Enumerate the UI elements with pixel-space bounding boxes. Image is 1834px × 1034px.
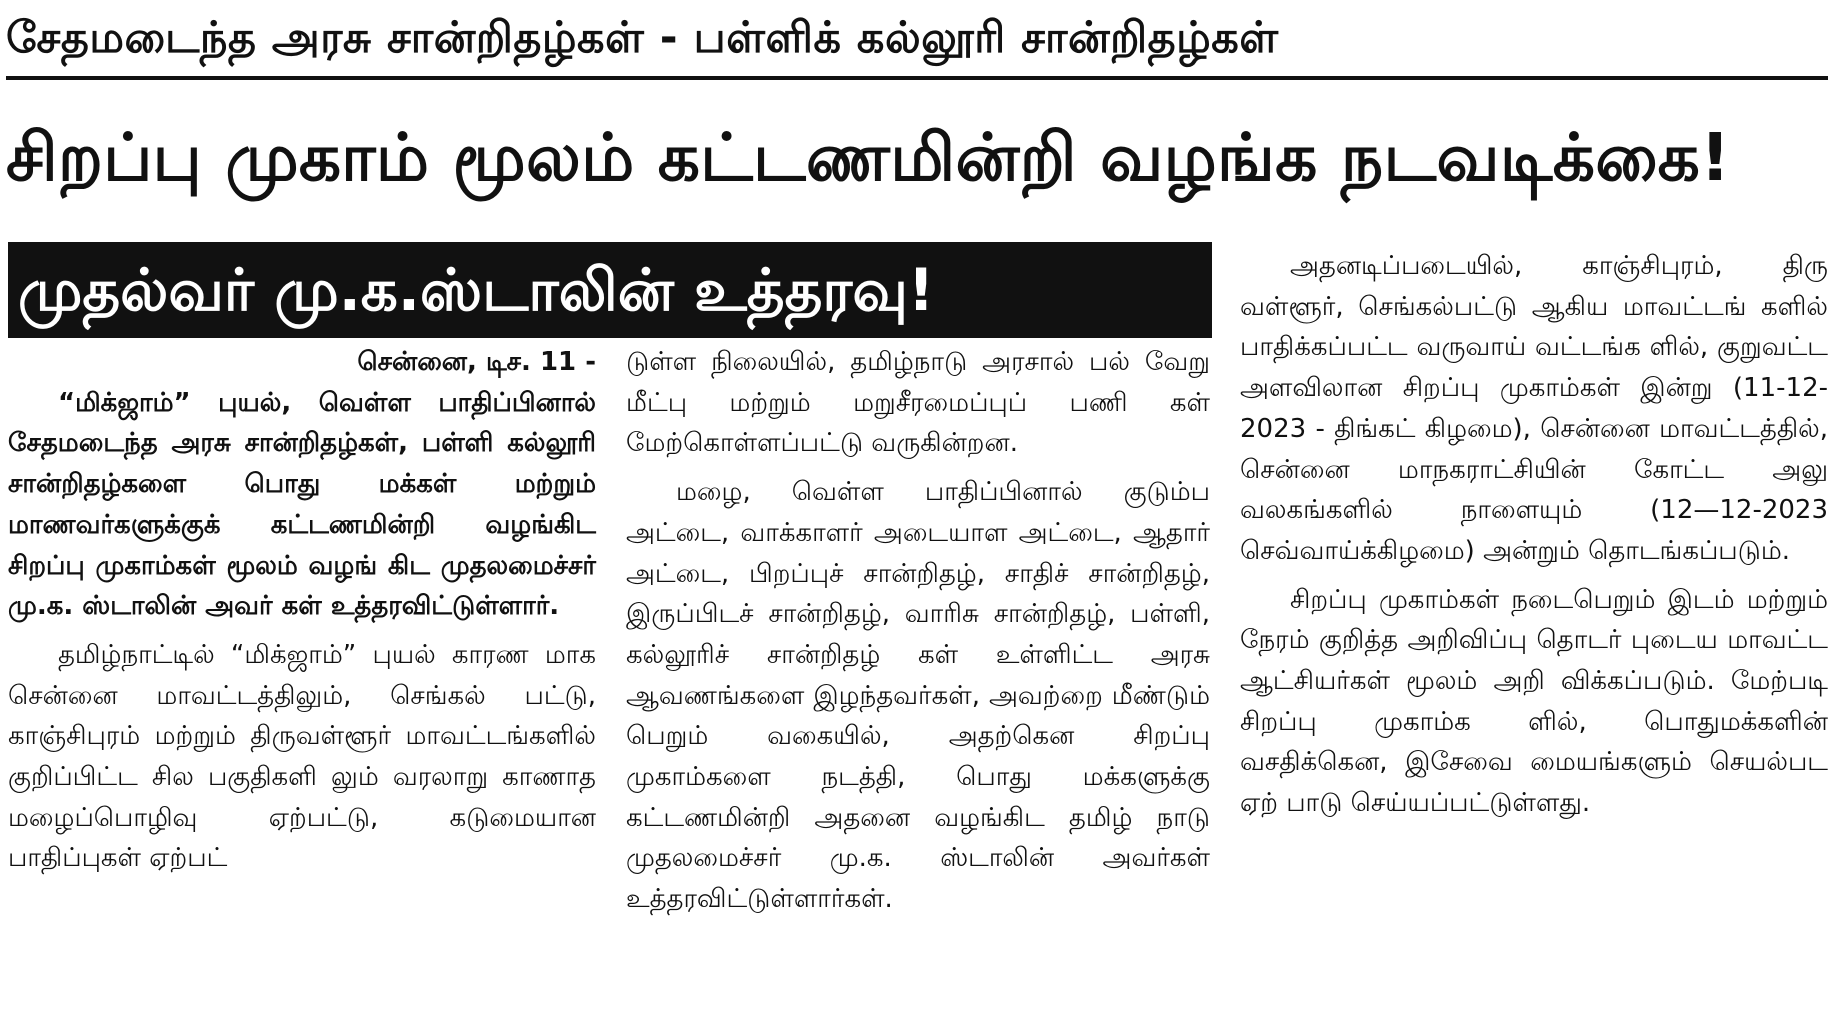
header-rule <box>6 76 1828 80</box>
lead-paragraph: “மிக்ஜாம்” புயல், வெள்ள பாதிப்பினால் சேதமடைந்த அரசு சான்றிதழ்கள், பள்ளி கல்லூரி சான்றிதழ்களை பொது மக்கள் மற்றும் மாணவர்களுக்குக் கட்டணமின்றி வழங்கிட சிறப்பு முகாம்கள் மூலம் வழங் கிட முதலமைச்சர் மு.க. ஸ்டாலின் அவர் கள் உத்தரவிட்டுள்ளார். <box>8 387 596 622</box>
main-headline: சிறப்பு முகாம் மூலம் கட்டணமின்றி வழங்க நடவடிக்கை! <box>6 119 1731 196</box>
article-column-3 <box>1240 246 1828 824</box>
article-column-1 <box>8 342 596 879</box>
body-paragraph-continued: டுள்ள நிலையில், தமிழ்நாடு அரசால் பல் வேறு மீட்பு மற்றும் மறுசீரமைப்புப் பணி கள் மேற்கொள்ளப்பட்டு வருகின்றன. <box>626 347 1210 459</box>
body-paragraph: தமிழ்நாட்டில் “மிக்ஜாம்” புயல் காரண மாக சென்னை மாவட்டத்திலும், செங்கல் பட்டு, காஞ்சிபுரம் மற்றும் திருவள்ளூர் மாவட்டங்களில் குறிப்பிட்ட சில பகுதிகளி லும் வரலாறு காணாத மழைப்பொழிவு ஏற்பட்டு, கடுமையான பாதிப்புகள் ஏற்பட் <box>8 639 596 874</box>
article-column-2 <box>626 342 1210 920</box>
body-paragraph: அதனடிப்படையில், காஞ்சிபுரம், திரு வள்ளூர், செங்கல்பட்டு ஆகிய மாவட்டங் களில் பாதிக்கப்பட்ட வருவாய் வட்டங்க ளில், குறுவட்ட அளவிலான சிறப்பு முகாம்கள் இன்று (11-12-2023 - திங்கட் கிழமை), சென்னை மாவட்டத்தில், சென்னை மாநகராட்சியின் கோட்ட அலு வலகங்களில் நாளையும் (12—12-2023 செவ்வாய்க்கிழமை) அன்றும் தொடங்கப்படும். <box>1240 251 1828 566</box>
kicker-headline: சேதமடைந்த அரசு சான்றிதழ்கள் - பள்ளிக் கல்லூரி சான்றிதழ்கள் <box>6 13 1279 63</box>
dateline: சென்னை, டிச. 11 - <box>357 347 596 377</box>
subheadline-banner: முதல்வர் மு.க.ஸ்டாலின் உத்தரவு! <box>8 242 1212 338</box>
body-paragraph: மழை, வெள்ள பாதிப்பினால் குடும்ப அட்டை, வாக்காளர் அடையாள அட்டை, ஆதார் அட்டை, பிறப்புச் சான்றிதழ், சாதிச் சான்றிதழ், இருப்பிடச் சான்றிதழ், வாரிசு சான்றிதழ், பள்ளி, கல்லூரிச் சான்றிதழ் கள் உள்ளிட்ட அரசு ஆவணங்களை இழந்தவர்கள், அவற்றை மீண்டும் பெறும் வகையில், அதற்கென சிறப்பு முகாம்களை நடத்தி, பொது மக்களுக்கு கட்டணமின்றி அதனை வழங்கிட தமிழ் நாடு முதலமைச்சர் மு.க. ஸ்டாலின் அவர்கள் உத்தரவிட்டுள்ளார்கள். <box>626 477 1210 915</box>
body-paragraph: சிறப்பு முகாம்கள் நடைபெறும் இடம் மற்றும் நேரம் குறித்த அறிவிப்பு தொடர் புடைய மாவட்ட ஆட்சியர்கள் மூலம் அறி விக்கப்படும். மேற்படி சிறப்பு முகாம்க ளில், பொதுமக்களின் வசதிக்கென, இசேவை மையங்களும் செயல்பட ஏற் பாடு செய்யப்பட்டுள்ளது. <box>1240 584 1828 819</box>
